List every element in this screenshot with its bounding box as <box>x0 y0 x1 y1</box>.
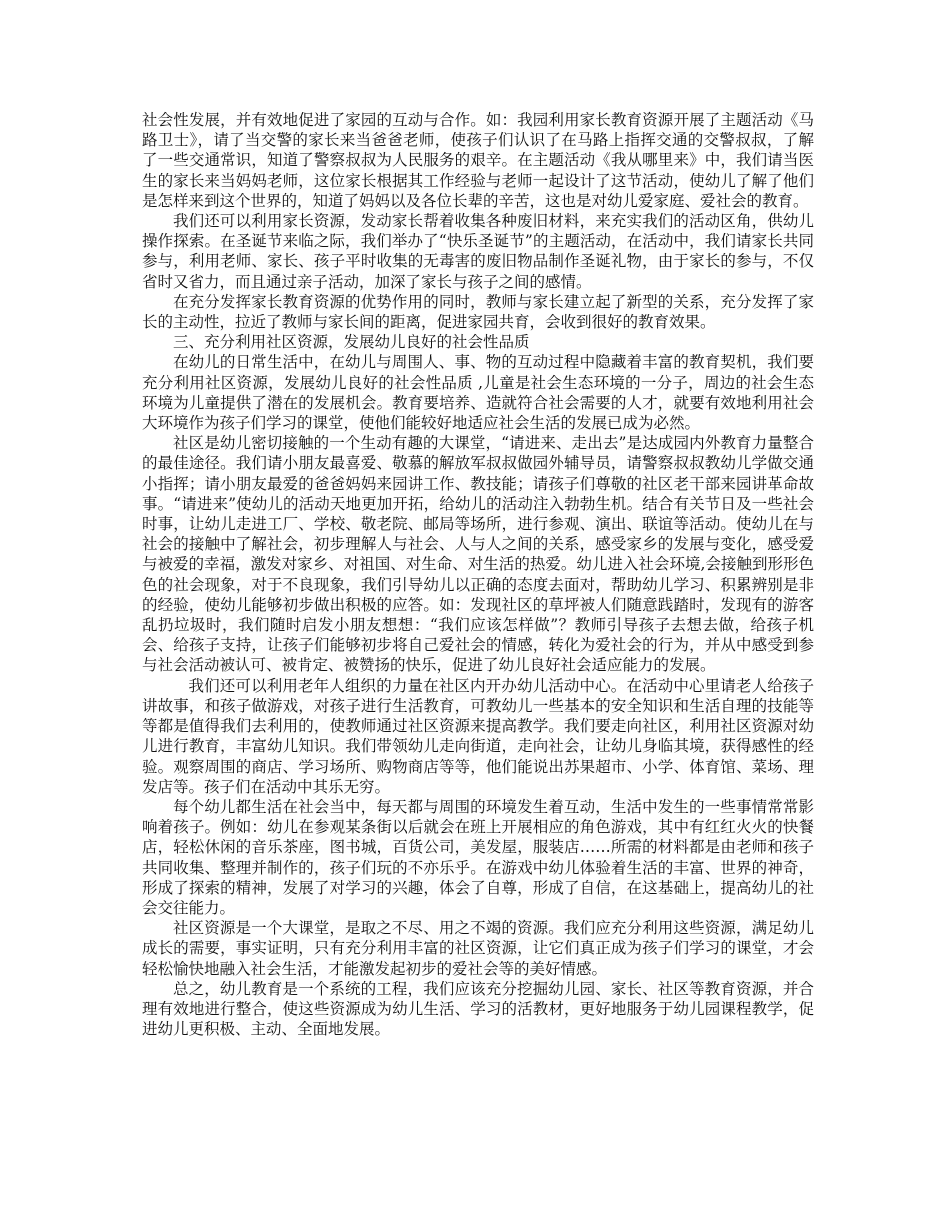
section-heading-community: 三、充分利用社区资源，发展幼儿良好的社会性品质 <box>173 333 530 352</box>
paragraph-continuation: 社会性发展，并有效地促进了家园的互动与合作。如：我园利用家长教育资源开展了主题活动《马路卫士》，请了当交警的家长来当爸爸老师，使孩子们认识了在马路上指挥交通的交警叔叔，了解了一些交通常识，知道了警察叔叔为人民服务的艰辛。在主题活动《我从哪里来》中，我们请当医生的家长来当妈妈老师，这位家长根据其工作经验与老师一起设计了这节活动，使幼儿了解了他们是怎样来到这个世界的，知道了妈妈以及各位长辈的辛苦，这也是对幼儿爱家庭、爱社会的教育。 <box>142 111 814 210</box>
paragraph-community-classroom: 社区是幼儿密切接触的一个生动有趣的大课堂，“请进来、走出去”是达成园内外教育力量整合的最佳途径。我们请小朋友最喜爱、敬慕的解放军叔叔做园外辅导员，请警察叔叔教幼儿学做交通小指挥；请小朋友最爱的爸爸妈妈来园讲工作、教技能；请孩子们尊敬的社区老干部来园讲革命故事。“请进来”使幼儿的活动天地更加开拓，给幼儿的活动注入勃勃生机。结合有关节日及一些社会时事，让幼儿走进工厂、学校、敬老院、邮局等场所，进行参观、演出、联谊等活动。使幼儿在与社会的接触中了解社会，初步理解人与社会、人与人之间的关系，感受家乡的发展与变化，感受爱与被爱的幸福，激发对家乡、对祖国、对生命、对生活的热爱。幼儿进入社会环境,会接触到形形色色的社会现象，对于不良现象，我们引导幼儿以正确的态度去面对，帮助幼儿学习、积累辨别是非的经验，使幼儿能够初步做出积极的应答。如：发现社区的草坪被人们随意践踏时，发现有的游客乱扔垃圾时，我们随时启发小朋友想想：“我们应该怎样做”？教师引导孩子去想去做，给孩子机会、给孩子支持，让孩子们能够初步将自己爱社会的情感，转化为爱社会的行为，并从中感受到参与社会活动被认可、被肯定、被赞扬的快乐，促进了幼儿良好社会适应能力的发展。 <box>142 434 814 675</box>
paragraph-daily-life: 在幼儿的日常生活中，在幼儿与周围人、事、物的互动过程中隐藏着丰富的教育契机，我们要充分利用社区资源，发展幼儿良好的社会性品质 ,儿童是社会生态环境的一分子，周边的社会生态环境为儿童提供了潜在的发展机会。教育要培养、造就符合社会需要的人才，就要有效地利用社会大环境作为孩子们学习的课堂，使他们能较好地适应社会生活的发展已成为必然。 <box>142 353 814 433</box>
paragraph-community-resources: 社区资源是一个大课堂，是取之不尽、用之不竭的资源。我们应充分利用这些资源，满足幼儿成长的需要，事实证明，只有充分利用丰富的社区资源，让它们真正成为孩子们学习的课堂，才会轻松愉快地融入社会生活，才能激发起初步的爱社会等的美好情感。 <box>142 919 814 978</box>
paragraph-parent-relationship: 在充分发挥家长教育资源的优势作用的同时，教师与家长建立起了新型的关系，充分发挥了家长的主动性，拉近了教师与家长间的距离，促进家园共育，会收到很好的教育效果。 <box>142 292 814 332</box>
paragraph-conclusion: 总之，幼儿教育是一个系统的工程，我们应该充分挖掘幼儿园、家长、社区等教育资源，并合理有效地进行整合，使这些资源成为幼儿生活、学习的活教材，更好地服务于幼儿园课程教学，促进幼儿更积极、主动、全面地发展。 <box>142 979 814 1039</box>
paragraph-parent-materials: 我们还可以利用家长资源，发动家长帮着收集各种废旧材料，来充实我们的活动区角，供幼儿操作探索。在圣诞节来临之际，我们举办了“快乐圣诞节”的主题活动，在活动中，我们请家长共同参与，利用老师、家长、孩子平时收集的无毒害的废旧物品制作圣诞礼物，由于家长的参与，不仅省时又省力，而且通过亲子活动，加深了家长与孩子之间的感情。 <box>142 212 814 291</box>
paragraph-elderly-center: 我们还可以利用老年人组织的力量在社区内开办幼儿活动中心。在活动中心里请老人给孩子讲故事，和孩子做游戏，对孩子进行生活教育，可教幼儿一些基本的安全知识和生活自理的技能等等都是值得我们去利用的，使教师通过社区资源来提高教学。我们要走向社区，利用社区资源对幼儿进行教育，丰富幼儿知识。我们带领幼儿走向街道，走向社会，让幼儿身临其境，获得感性的经验。观察周围的商店、学习场所、购物商店等等，他们能说出苏果超市、小学、体育馆、菜场、理发店等。孩子们在活动中其乐无穷。 <box>142 676 814 796</box>
document-body <box>142 110 814 1039</box>
paragraph-role-play: 每个幼儿都生活在社会当中，每天都与周围的环境发生着互动，生活中发生的一些事情常常影响着孩子。例如：幼儿在参观某条街以后就会在班上开展相应的角色游戏，其中有红红火火的快餐店，轻松休闲的音乐茶座，图书城，百货公司，美发屋，服装店……所需的材料都是由老师和孩子共同收集、整理并制作的，孩子们玩的不亦乐乎。在游戏中幼儿体验着生活的丰富、世界的神奇，形成了探索的精神，发展了对学习的兴趣，体会了自尊，形成了自信，在这基础上，提高幼儿的社会交往能力。 <box>142 797 814 917</box>
